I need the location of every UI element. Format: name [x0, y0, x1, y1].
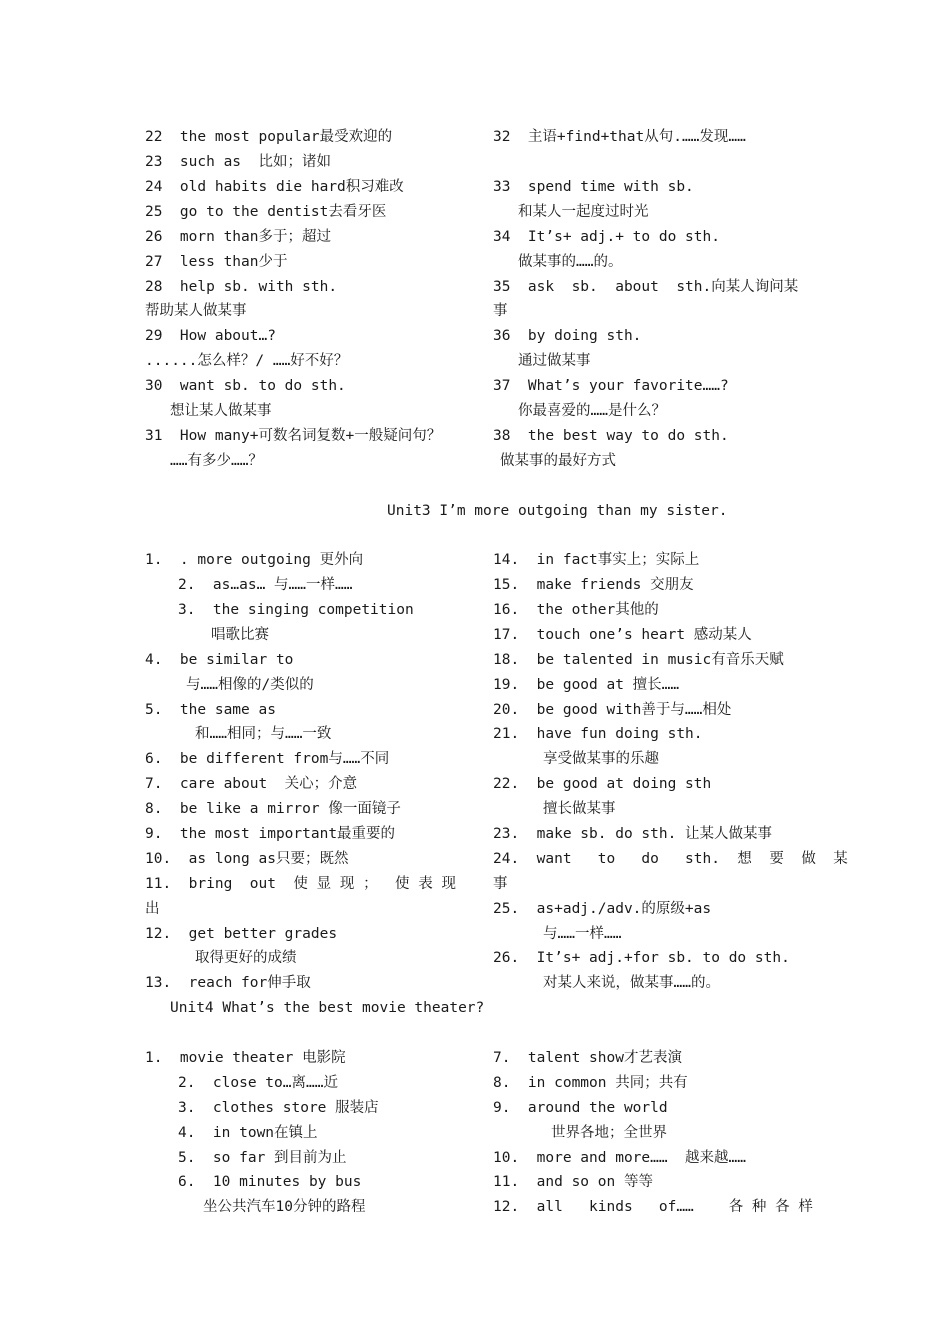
- u3-phrase-6: 6. be different from与……不同: [145, 751, 390, 767]
- phrase-32: 32 主语+find+that从句.……发现……: [493, 129, 746, 145]
- u3-phrase-19: 19. be good at 擅长……: [493, 677, 680, 693]
- u3-phrase-18: 18. be talented in music有音乐天赋: [493, 652, 784, 668]
- u3-phrase-2: 2. as…as… 与……一样……: [178, 577, 353, 593]
- phrase-30: 30 want sb. to do sth.: [145, 378, 346, 394]
- u3-phrase-26-meaning: 对某人来说，做某事……的。: [543, 975, 720, 991]
- u3-phrase-25: 25. as+adj./adv.的原级+as: [493, 901, 712, 917]
- u4-phrase-7: 7. talent show才艺表演: [493, 1050, 682, 1066]
- phrase-29-meaning: ......怎么样？/ ……好不好？: [145, 353, 349, 369]
- phrase-38-meaning: 做某事的最好方式: [500, 453, 616, 469]
- u3-phrase-15: 15. make friends 交朋友: [493, 577, 694, 593]
- u3-phrase-21: 21. have fun doing sth.: [493, 726, 703, 742]
- u4-phrase-10: 10. more and more…… 越来越……: [493, 1150, 747, 1166]
- u4-phrase-6-meaning: 坐公共汽车10分钟的路程: [203, 1199, 366, 1215]
- phrase-30-meaning: 想让某人做某事: [170, 403, 272, 419]
- u3-phrase-9: 9. the most important最重要的: [145, 826, 396, 842]
- u4-phrase-9: 9. around the world: [493, 1100, 668, 1116]
- u4-phrase-12: 12. all kinds of…… 各 种 各 样: [493, 1199, 813, 1215]
- phrase-28: 28 help sb. with sth.: [145, 279, 338, 295]
- u3-phrase-12-meaning: 取得更好的成绩: [195, 950, 297, 966]
- u3-phrase-24: 24. want to do sth. 想 要 做 某: [493, 851, 848, 867]
- phrase-28-meaning: 帮助某人做某事: [145, 303, 247, 319]
- u4-phrase-11: 11. and so on 等等: [493, 1174, 653, 1190]
- u4-phrase-6: 6. 10 minutes by bus: [178, 1174, 362, 1190]
- u4-phrase-3: 3. clothes store 服装店: [178, 1100, 379, 1116]
- u3-phrase-4: 4. be similar to: [145, 652, 294, 668]
- phrase-38: 38 the best way to do sth.: [493, 428, 729, 444]
- phrase-35: 35 ask sb. about sth.向某人询问某: [493, 279, 799, 295]
- u3-phrase-21-meaning: 享受做某事的乐趣: [543, 751, 659, 767]
- u3-phrase-10: 10. as long as只要；既然: [145, 851, 349, 867]
- u4-phrase-1: 1. movie theater 电影院: [145, 1050, 346, 1066]
- u4-phrase-5: 5. so far 到目前为止: [178, 1150, 347, 1166]
- u4-phrase-9-meaning: 世界各地；全世界: [551, 1125, 667, 1141]
- u4-phrase-4: 4. in town在镇上: [178, 1125, 318, 1141]
- u3-phrase-25-meaning: 与……一样……: [543, 926, 622, 942]
- u3-phrase-23: 23. make sb. do sth. 让某人做某事: [493, 826, 773, 842]
- unit3-title: Unit3 I’m more outgoing than my sister.: [387, 503, 728, 519]
- u3-phrase-22: 22. be good at doing sth: [493, 776, 712, 792]
- u3-phrase-17: 17. touch one’s heart 感动某人: [493, 627, 752, 643]
- u3-phrase-7: 7. care about 关心；介意: [145, 776, 358, 792]
- phrase-22: 22 the most popular最受欢迎的: [145, 129, 393, 145]
- u3-phrase-12: 12. get better grades: [145, 926, 338, 942]
- phrase-26: 26 morn than多于；超过: [145, 229, 331, 245]
- phrase-31-meaning: ……有多少……？: [170, 453, 263, 469]
- phrase-23: 23 such as 比如；诸如: [145, 154, 331, 170]
- u4-phrase-8: 8. in common 共同；共有: [493, 1075, 688, 1091]
- u3-phrase-3-meaning: 唱歌比赛: [211, 627, 269, 643]
- u3-phrase-5-meaning: 和……相同；与……一致: [195, 726, 332, 742]
- u3-phrase-5: 5. the same as: [145, 702, 276, 718]
- phrase-35-cont: 事: [493, 303, 508, 319]
- u3-phrase-26: 26. It’s+ adj.+for sb. to do sth.: [493, 950, 790, 966]
- u4-phrase-2: 2. close to…离……近: [178, 1075, 338, 1091]
- u3-phrase-16: 16. the other其他的: [493, 602, 659, 618]
- phrase-34-meaning: 做某事的……的。: [518, 254, 623, 270]
- phrase-37: 37 What’s your favorite……?: [493, 378, 729, 394]
- u3-phrase-4-meaning: 与……相像的/类似的: [186, 677, 314, 693]
- u3-phrase-22-meaning: 擅长做某事: [543, 801, 616, 817]
- phrase-27: 27 less than少于: [145, 254, 288, 270]
- phrase-31: 31 How many+可数名词复数+一般疑问句？: [145, 428, 442, 444]
- phrase-37-meaning: 你最喜爱的……是什么？: [518, 403, 666, 419]
- unit4-title: Unit4 What’s the best movie theater?: [170, 1000, 485, 1016]
- u3-phrase-1: 1. . more outgoing 更外向: [145, 552, 364, 568]
- phrase-34: 34 It’s+ adj.+ to do sth.: [493, 229, 720, 245]
- u3-phrase-24-cont: 事: [493, 876, 508, 892]
- u3-phrase-8: 8. be like a mirror 像一面镜子: [145, 801, 401, 817]
- u3-phrase-11: 11. bring out 使 显 现 ； 使 表 现: [145, 876, 457, 892]
- phrase-36: 36 by doing sth.: [493, 328, 642, 344]
- u3-phrase-14: 14. in fact事实上；实际上: [493, 552, 700, 568]
- u3-phrase-3: 3. the singing competition: [178, 602, 414, 618]
- phrase-29: 29 How about…?: [145, 328, 276, 344]
- u3-phrase-20: 20. be good with善于与……相处: [493, 702, 732, 718]
- u3-phrase-11-cont: 出: [145, 901, 160, 917]
- u3-phrase-13: 13. reach for伸手取: [145, 975, 311, 991]
- phrase-25: 25 go to the dentist去看牙医: [145, 204, 387, 220]
- phrase-33: 33 spend time with sb.: [493, 179, 694, 195]
- phrase-33-meaning: 和某人一起度过时光: [518, 204, 649, 220]
- phrase-36-meaning: 通过做某事: [518, 353, 591, 369]
- phrase-24: 24 old habits die hard积习难改: [145, 179, 404, 195]
